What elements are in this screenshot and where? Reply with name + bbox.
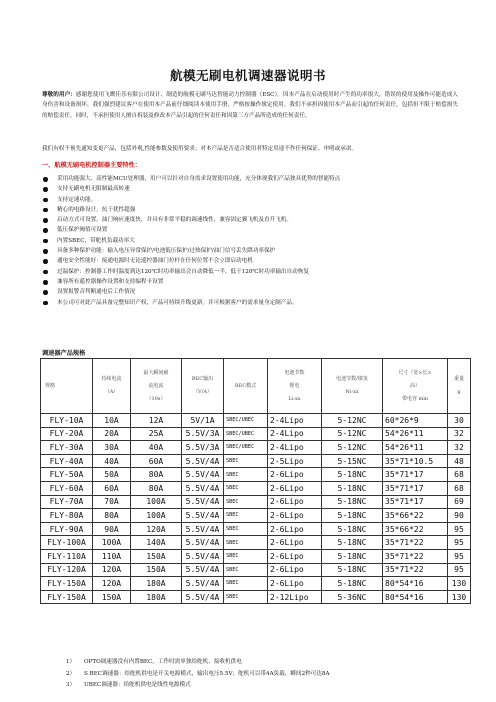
table-row <box>41 414 471 428</box>
note-text: UBEC调速器：给舵机供电是线性电源模式 <box>84 682 191 689</box>
feature-text: 精心的电路设计，抗干扰性超强 <box>57 206 136 213</box>
cell-burst: 100A <box>131 509 182 523</box>
features-heading: 一、航模无刷电机控制器主要特性： <box>42 162 141 169</box>
intro-lead: 尊敬的用户： <box>42 91 76 98</box>
cell-bec: 5.5V/4A <box>182 509 224 523</box>
cell-burst: 60A <box>131 454 182 468</box>
cell-battery: 2-6Lipo <box>268 563 322 577</box>
header-model: 规格 <box>41 359 93 414</box>
cell-bec-mode: SBEC <box>224 577 268 591</box>
feature-text: 通电安全性能好：接通电源时无论遥控器油门拉杆在任何位置不会立即启动电机 <box>57 258 253 265</box>
table-row <box>41 454 471 468</box>
cell-cells: 5-18NC <box>322 536 383 550</box>
header-bec: BEC输出 （V/A） <box>182 359 224 414</box>
cell-current: 20A <box>93 427 131 441</box>
feature-text: 支持无刷电机无限制最高转速 <box>57 186 130 193</box>
cell-weight: 32 <box>448 441 471 455</box>
document-title: 航模无刷电机调速器说明书 <box>169 68 326 83</box>
cell-cells: 5-18NC <box>322 563 383 577</box>
cell-size: 35*71*17 <box>383 481 448 495</box>
feature-text: 具备多种保护功能：输入电压异常保护/电池低压保护/过热保护/油门信号丢失降功率保护 <box>57 248 276 255</box>
cell-battery: 2-6Lipo <box>268 495 322 509</box>
cell-weight: 69 <box>448 495 471 509</box>
feature-text: 采用功能强大、高性能MCU处理器，用户可以针对自身需求设置使用功能，充分体现我们产品独具优势的智能特点 <box>57 176 341 182</box>
table-row <box>41 563 471 577</box>
feature-item <box>42 298 462 308</box>
cell-battery: 2-12Lipo <box>268 590 322 604</box>
cell-cells: 5-18NC <box>322 522 383 536</box>
note-item <box>66 680 466 692</box>
cell-battery: 2-4Lipo <box>268 427 322 441</box>
cell-bec-mode: SBEC/UBEC <box>224 414 268 428</box>
feature-item <box>42 246 462 256</box>
cell-cells: 5-18NC <box>322 468 383 482</box>
cell-model: FLY-150A <box>41 577 93 591</box>
cell-bec-mode: SBEC <box>224 590 268 604</box>
note-number: 2） <box>66 670 76 677</box>
cell-bec: 5.5V/3A <box>182 427 224 441</box>
cell-bec: 5.5V/4A <box>182 522 224 536</box>
feature-text: 支持定速功能。 <box>57 196 97 203</box>
feature-text: 低压保护阀值可设置 <box>57 227 108 234</box>
cell-weight: 30 <box>448 414 471 428</box>
table-row <box>41 577 471 591</box>
cell-weight: 130 <box>448 577 471 591</box>
cell-bec: 5.5V/4A <box>182 563 224 577</box>
table-row <box>41 481 471 495</box>
feature-item <box>42 174 462 184</box>
table-row <box>41 522 471 536</box>
feature-text: 启动方式可设置，油门响应速度快，并具有非常平稳的调速线性，兼容固定翼飞机及直升飞机。 <box>57 217 292 224</box>
cell-model: FLY-20A <box>41 427 93 441</box>
cell-bec-mode: SBEC <box>224 454 268 468</box>
cell-bec-mode: SBEC <box>224 481 268 495</box>
cell-battery: 2-6Lipo <box>268 509 322 523</box>
spec-header-row <box>41 359 471 414</box>
cell-current: 50A <box>93 468 131 482</box>
feature-text: 设置报警音判断通电后工作情况 <box>57 289 136 296</box>
header-weight: 重量 g <box>448 359 471 414</box>
cell-bec-mode: SBEC/UBEC <box>224 441 268 455</box>
cell-weight: 68 <box>448 468 471 482</box>
bullet-icon <box>43 280 48 285</box>
cell-cells: 5-12NC <box>322 427 383 441</box>
cell-bec-mode: SBEC <box>224 509 268 523</box>
cell-current: 30A <box>93 441 131 455</box>
cell-model: FLY-80A <box>41 509 93 523</box>
cell-size: 80*54*16 <box>383 577 448 591</box>
cell-bec: 5.5V/4A <box>182 481 224 495</box>
cell-weight: 95 <box>448 549 471 563</box>
table-row <box>41 427 471 441</box>
table-row <box>41 590 471 604</box>
cell-model: FLY-150A <box>41 590 93 604</box>
cell-size: 54*26*11 <box>383 441 448 455</box>
cell-model: FLY-50A <box>41 468 93 482</box>
feature-item <box>42 184 462 194</box>
cell-bec: 5.5V/4A <box>182 549 224 563</box>
cell-size: 35*71*22 <box>383 563 448 577</box>
feature-item <box>42 256 462 266</box>
cell-bec: 5.5V/4A <box>182 590 224 604</box>
bullet-icon <box>43 249 48 254</box>
cell-weight: 48 <box>448 454 471 468</box>
intro-paragraph <box>42 90 458 122</box>
cell-bec: 5.5V/3A <box>182 441 224 455</box>
table-row <box>41 509 471 523</box>
cell-battery: 2-4Lipo <box>268 414 322 428</box>
bullet-icon <box>43 270 48 275</box>
cell-burst: 180A <box>131 577 182 591</box>
cell-weight: 68 <box>448 481 471 495</box>
cell-burst: 100A <box>131 495 182 509</box>
cell-size: 35*71*10.5 <box>383 454 448 468</box>
cell-current: 120A <box>93 563 131 577</box>
cell-bec: 5V/1A <box>182 414 224 428</box>
feature-item <box>42 287 462 297</box>
cell-bec: 5.5V/4A <box>182 536 224 550</box>
cell-cells: 5-18NC <box>322 495 383 509</box>
cell-size: 80*54*16 <box>383 590 448 604</box>
cell-model: FLY-90A <box>41 522 93 536</box>
cell-cells: 5-15NC <box>322 454 383 468</box>
cell-cells: 5-36NC <box>322 590 383 604</box>
feature-item <box>42 236 462 246</box>
cell-burst: 80A <box>131 468 182 482</box>
spec-table <box>40 358 471 604</box>
cell-battery: 2-6Lipo <box>268 468 322 482</box>
cell-burst: 150A <box>131 549 182 563</box>
cell-battery: 2-6Lipo <box>268 577 322 591</box>
bullet-icon <box>43 198 48 203</box>
table-row <box>41 495 471 509</box>
feature-text: 过温保护：控制器工作时温度到达120℃时功率输出会自动降低一半，低于120℃时功率输出自动恢复 <box>57 268 310 275</box>
note-text: S BEC调速器：给舵机供电是开关电源模式，输出电压5.5V；舵机可以带4A负载，瞬间2秒可达8A <box>84 670 330 677</box>
cell-battery: 2-6Lipo <box>268 481 322 495</box>
cell-cells: 5-18NC <box>322 509 383 523</box>
bullet-icon <box>43 187 48 192</box>
cell-weight: 90 <box>448 509 471 523</box>
cell-bec: 5.5V/4A <box>182 454 224 468</box>
cell-current: 120A <box>93 577 131 591</box>
cell-size: 60*26*9 <box>383 414 448 428</box>
table-row <box>41 441 471 455</box>
cell-size: 35*71*17 <box>383 495 448 509</box>
cell-bec: 5.5V/4A <box>182 495 224 509</box>
note-text: OPTO调速器没有内置BEC，工作时需单独给舵机、接收机供电 <box>84 659 242 665</box>
notes-list <box>66 657 466 692</box>
cell-weight: 32 <box>448 427 471 441</box>
cell-battery: 2-6Lipo <box>268 536 322 550</box>
feature-text: 兼容所有遥控器操作设置和支持编程卡设置 <box>57 278 164 285</box>
cell-cells: 5-18NC <box>322 481 383 495</box>
cell-model: FLY-10A <box>41 414 93 428</box>
cell-bec-mode: SBEC <box>224 468 268 482</box>
cell-burst: 120A <box>131 522 182 536</box>
cell-size: 35*66*22 <box>383 509 448 523</box>
bullet-icon <box>43 290 48 295</box>
bullet-icon <box>43 239 48 244</box>
cell-bec-mode: SBEC <box>224 549 268 563</box>
table-row <box>41 468 471 482</box>
cell-battery: 2-6Lipo <box>268 549 322 563</box>
bullet-icon <box>43 259 48 264</box>
cell-model: FLY-110A <box>41 549 93 563</box>
cell-burst: 12A <box>131 414 182 428</box>
feature-text: 本公司可对此产品具备完整知识产权，产品可持续升级更新。并可根据客户的需求量身定制产品。 <box>57 299 298 306</box>
cell-model: FLY-30A <box>41 441 93 455</box>
cell-model: FLY-120A <box>41 563 93 577</box>
cell-bec: 5.5V/4A <box>182 577 224 591</box>
cell-burst: 40A <box>131 441 182 455</box>
bullet-icon <box>43 177 48 182</box>
feature-item <box>42 277 462 287</box>
table-row <box>41 549 471 563</box>
cell-battery: 2-6Lipo <box>268 522 322 536</box>
cell-current: 150A <box>93 590 131 604</box>
cell-size: 35*71*17 <box>383 468 448 482</box>
cell-battery: 2-5Lipo <box>268 454 322 468</box>
cell-burst: 180A <box>131 590 182 604</box>
feature-item <box>42 195 462 205</box>
intro-text: 感谢您使用飞鹰佳乐有限公司设计、制造的航模无刷马达智能动力控制器（ESC）。因本产品在启动使用时产生的功率很大，错误的使用及操作可能造成人身伤害和设备损坏，我们强烈建议客户在使用本产品前仔细阅读本使用手册，严格按操作规定使用。我们不承担因使用本产品而引起的任何责任，包括但不限于赔偿损失的赔偿责任。同时，不承担使用人擅自拆装及修改本产品引起的任何责任和因第三方产品所造成的任何责任。 <box>42 91 458 119</box>
header-battery: 电池节数 锂电 Li-xx <box>268 359 322 414</box>
feature-item <box>42 225 462 235</box>
cell-weight: 130 <box>448 590 471 604</box>
feature-item <box>42 215 462 225</box>
features-list <box>42 174 462 308</box>
cell-bec: 5.5V/4A <box>182 468 224 482</box>
cell-current: 100A <box>93 536 131 550</box>
cell-cells: 5-18NC <box>322 577 383 591</box>
cell-model: FLY-100A <box>41 536 93 550</box>
note-number: 1） <box>66 659 76 665</box>
cell-weight: 95 <box>448 563 471 577</box>
cell-burst: 25A <box>131 427 182 441</box>
cell-weight: 95 <box>448 536 471 550</box>
feature-text: 内置SBEC，带舵机负载功率大 <box>57 237 135 244</box>
cell-bec-mode: SBEC <box>224 522 268 536</box>
spec-heading: 调速器产品规格 <box>42 350 86 357</box>
cell-bec-mode: SBEC <box>224 563 268 577</box>
header-size: 尺寸（宽×长× 高） 带电容 mm <box>383 359 448 414</box>
header-burst: 最大瞬间耐 流电流 （10s） <box>131 359 182 414</box>
cell-size: 54*26*11 <box>383 427 448 441</box>
cell-burst: 150A <box>131 563 182 577</box>
cell-current: 90A <box>93 522 131 536</box>
cell-weight: 95 <box>448 522 471 536</box>
bullet-icon <box>43 301 48 306</box>
cell-size: 35*71*22 <box>383 536 448 550</box>
note-item <box>66 669 466 681</box>
cell-size: 35*66*22 <box>383 522 448 536</box>
header-bec-mode: BEC模式 <box>224 359 268 414</box>
feature-item <box>42 205 462 215</box>
cell-burst: 140A <box>131 536 182 550</box>
cell-model: FLY-40A <box>41 454 93 468</box>
cell-battery: 2-4Lipo <box>268 441 322 455</box>
cell-current: 80A <box>93 509 131 523</box>
bullet-icon <box>43 228 48 233</box>
cell-bec-mode: SBEC/UBEC <box>224 427 268 441</box>
cell-bec-mode: SBEC <box>224 495 268 509</box>
cell-current: 70A <box>93 495 131 509</box>
bullet-icon <box>43 208 48 213</box>
cell-model: FLY-70A <box>41 495 93 509</box>
cell-cells: 5-12NC <box>322 414 383 428</box>
cell-burst: 80A <box>131 481 182 495</box>
cell-bec-mode: SBEC <box>224 536 268 550</box>
note-item <box>66 657 466 669</box>
header-cells: 电池节数/镍氢 Ni-xx <box>322 359 383 414</box>
cell-cells: 5-18NC <box>322 549 383 563</box>
note-number: 3） <box>66 682 76 689</box>
disclaimer-paragraph: 我们有权不预先通知变更产品，包括外观,性能参数及使用要求；对本产品是否适合使用者特定用途不作任何保证、申明或承诺。 <box>42 145 358 152</box>
cell-cells: 5-12NC <box>322 441 383 455</box>
cell-current: 110A <box>93 549 131 563</box>
cell-current: 10A <box>93 414 131 428</box>
cell-current: 60A <box>93 481 131 495</box>
table-row <box>41 536 471 550</box>
feature-item <box>42 267 462 277</box>
header-current: 持续电流 （A） <box>93 359 131 414</box>
bullet-icon <box>43 218 48 223</box>
cell-size: 35*71*22 <box>383 549 448 563</box>
cell-current: 40A <box>93 454 131 468</box>
cell-model: FLY-60A <box>41 481 93 495</box>
